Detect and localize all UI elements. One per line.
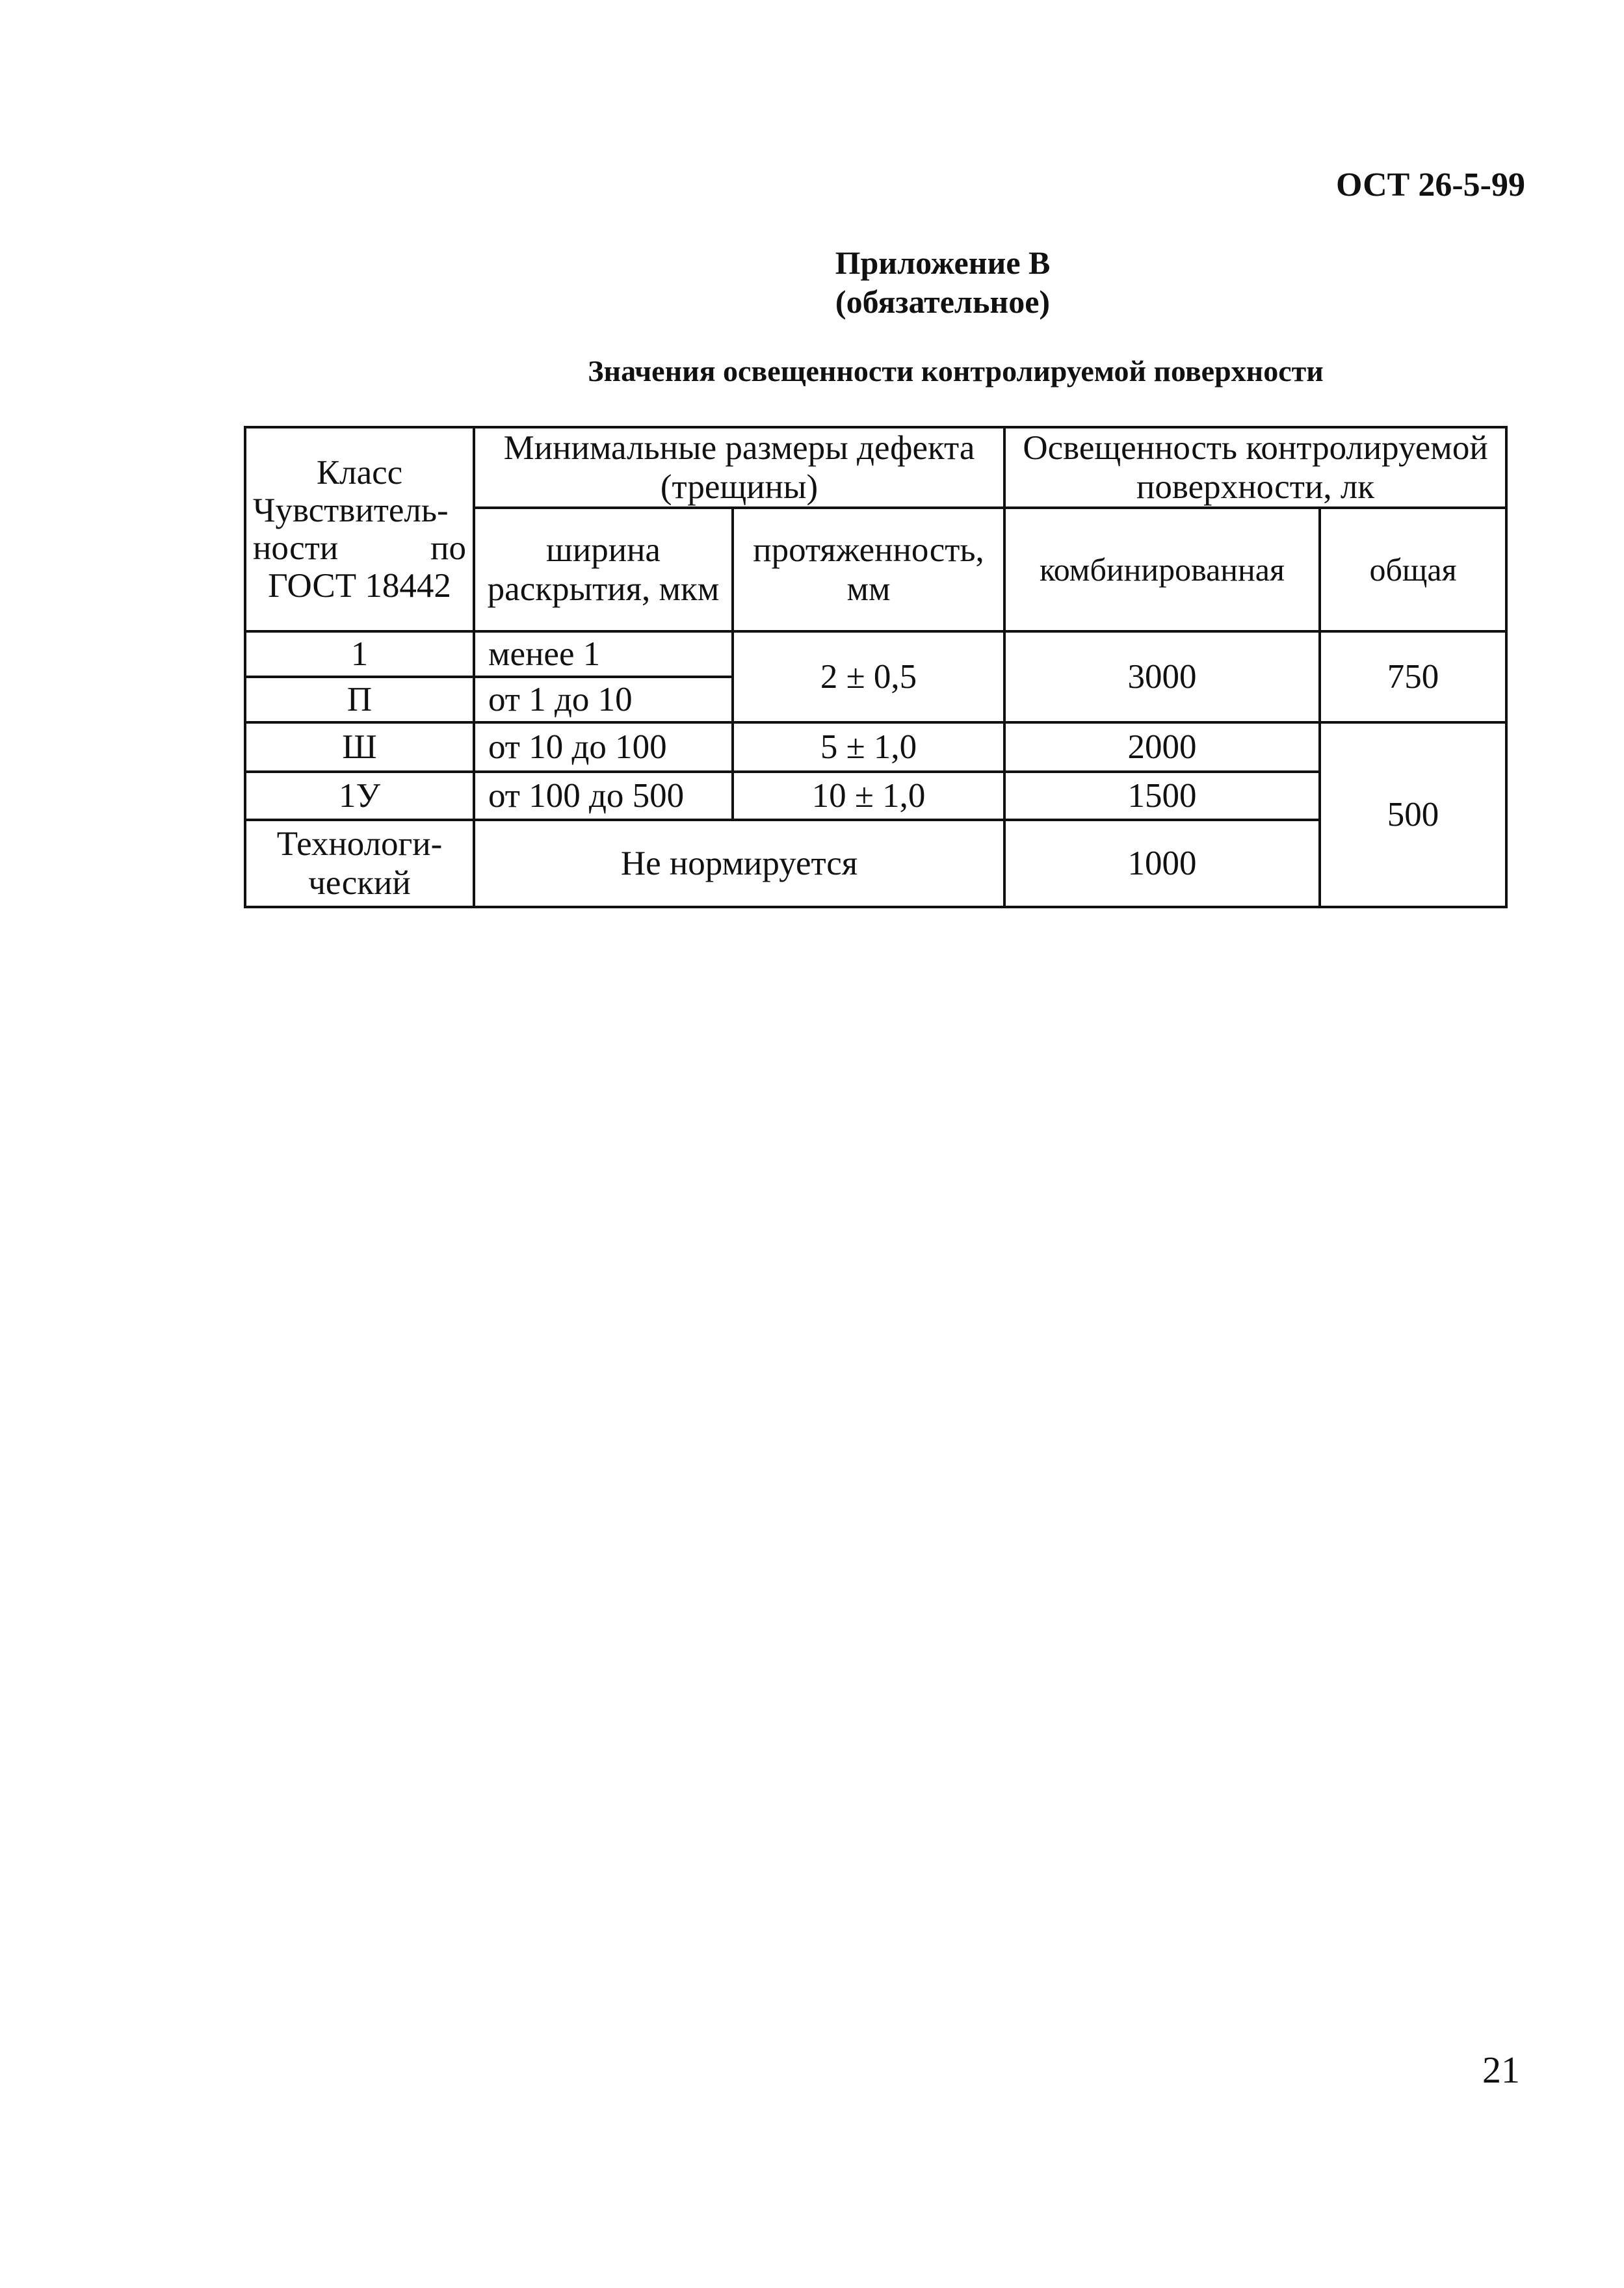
combined-cell: 3000	[1004, 631, 1320, 722]
class-cell: Ш	[245, 722, 474, 772]
width-cell: от 1 до 10	[474, 677, 733, 722]
not-normed-cell: Не нормируется	[474, 820, 1004, 907]
header-class-line1: Класс	[316, 454, 403, 492]
table-caption: Значения освещенности контролируемой поверхности	[588, 354, 1324, 388]
combined-cell: 2000	[1004, 722, 1320, 772]
page-number: 21	[1482, 2049, 1520, 2091]
table-row	[245, 772, 1506, 820]
length-cell: 2 ± 0,5	[733, 631, 1004, 722]
document-code: ОСТ 26-5-99	[1336, 166, 1525, 204]
header-width: ширина раскрытия, мкм	[474, 508, 733, 631]
class-cell: П	[245, 677, 474, 722]
table-row	[245, 820, 1506, 907]
header-class-cell	[245, 427, 474, 631]
width-cell: от 10 до 100	[474, 722, 733, 772]
class-cell: Технологи-ческий	[245, 820, 474, 907]
general-cell: 500	[1320, 722, 1506, 907]
header-class-line2: Чувствитель-	[253, 492, 449, 529]
width-cell: от 100 до 500	[474, 772, 733, 820]
combined-cell: 1000	[1004, 820, 1320, 907]
header-general: общая	[1320, 508, 1506, 631]
general-cell: 750	[1320, 631, 1506, 722]
length-cell: 5 ± 1,0	[733, 722, 1004, 772]
table-row	[245, 631, 1506, 677]
class-cell: 1	[245, 631, 474, 677]
table-row	[245, 722, 1506, 772]
header-defect-group: Минимальные размеры дефекта (трещины)	[474, 427, 1004, 508]
header-illumination-group: Освещенность контролируемой поверхности, лк	[1004, 427, 1506, 508]
header-class-line3: ности по	[253, 529, 466, 567]
header-length: протяженность, мм	[733, 508, 1004, 631]
combined-cell: 1500	[1004, 772, 1320, 820]
class-cell: 1У	[245, 772, 474, 820]
appendix-kind: (обязательное)	[835, 283, 1051, 320]
header-combined: комбинированная	[1004, 508, 1320, 631]
length-cell: 10 ± 1,0	[733, 772, 1004, 820]
illumination-table	[244, 426, 1508, 908]
appendix-title: Приложение В	[835, 244, 1051, 281]
header-class-line4: ГОСТ 18442	[268, 567, 451, 605]
width-cell: менее 1	[474, 631, 733, 677]
header-row-main	[245, 427, 1506, 508]
